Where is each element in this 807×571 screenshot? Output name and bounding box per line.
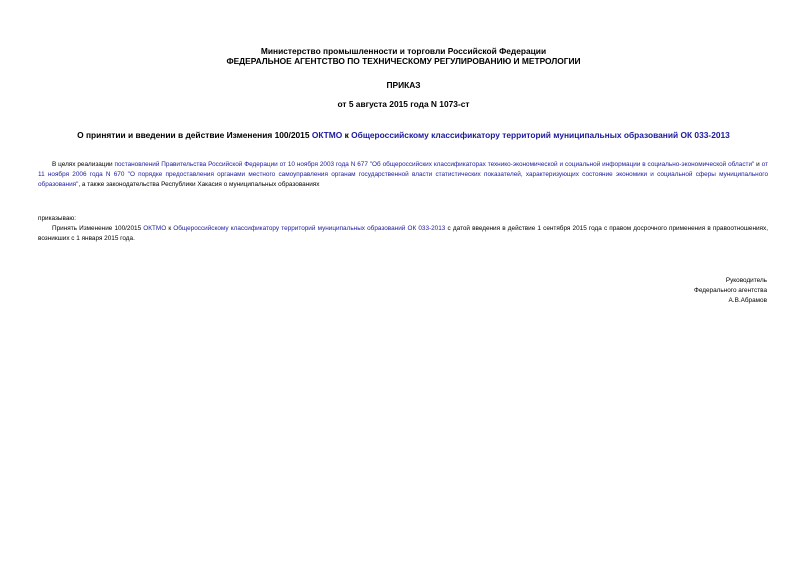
order-text-1: Принять Изменение 100/2015 — [52, 225, 144, 232]
order-text-3: с датой введения в действие 1 сентября 2015 года с правом досрочного применения в правоотношениях, возникших с 1 января 2015 года. — [38, 225, 768, 242]
order-oktmo-link[interactable]: ОКТМО — [143, 225, 167, 232]
resolution-677-link[interactable]: постановлений Правительства Российской Федерации от 10 ноября 2003 года N 677 "Об общероссийских классификаторах технико-экономической и социальной информации в социально-экономической области" — [114, 161, 755, 168]
document-date: от 5 августа 2015 года N 1073-ст — [337, 99, 470, 109]
preamble-paragraph — [38, 160, 768, 190]
signature-position-2: Федерального агентства — [693, 287, 767, 294]
title-middle: к — [342, 130, 352, 140]
order-word: приказываю: — [38, 215, 76, 222]
signature-position-1: Руководитель — [725, 277, 767, 284]
order-text-2: к — [166, 225, 174, 232]
agency-heading: ФЕДЕРАЛЬНОЕ АГЕНТСТВО ПО ТЕХНИЧЕСКОМУ РЕГУЛИРОВАНИЮ И МЕТРОЛОГИИ — [226, 56, 581, 66]
oktmo-link[interactable]: ОКТМО — [311, 130, 343, 140]
preamble-text-2: и — [754, 161, 762, 168]
document-title — [0, 130, 807, 140]
title-prefix: О принятии и введении в действие Изменения 100/2015 — [77, 130, 312, 140]
order-paragraph — [38, 224, 768, 244]
resolution-670-link[interactable]: от 11 ноября 2006 года N 670 "О порядке предоставления органами местного самоуправления органам государственной власти статистических показателей, характеризующих состояние экономики и социальной сферы муниципального образования" — [38, 161, 768, 188]
signature-name: А.В.Абрамов — [728, 297, 767, 304]
preamble-text-1: В целях реализации — [52, 161, 115, 168]
ministry-heading: Министерство промышленности и торговли Российской Федерации — [260, 46, 547, 56]
order-classifier-link[interactable]: Общероссийскому классификатору территорий муниципальных образований ОК 033-2013 — [173, 225, 446, 232]
document-type: ПРИКАЗ — [386, 80, 421, 90]
preamble-text-3: , а также законодательства Республики Хакасия о муниципальных образованиях — [78, 181, 320, 188]
classifier-link[interactable]: Общероссийскому классификатору территорий муниципальных образований ОК 033-2013 — [351, 130, 730, 140]
